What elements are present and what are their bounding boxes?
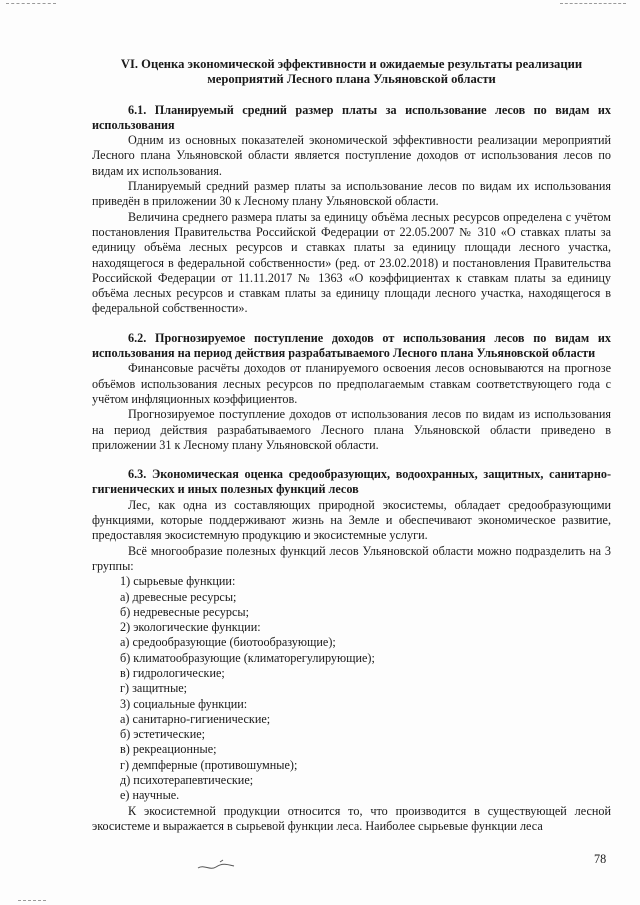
paragraph: Планируемый средний размер платы за использование лесов по видам их использования приведён в приложении 30 к Лесному плану Ульяновской области. bbox=[92, 179, 611, 209]
list-item: а) древесные ресурсы; bbox=[120, 589, 237, 604]
list-item: б) климатообразующие (климаторегулирующие); bbox=[120, 650, 375, 665]
paragraph: Прогнозируемое поступление доходов от использования лесов по видам из использования на период действия разрабатываемого Лесного плана Ульяновской области приведено в приложении 31 к Лесному плану Ульяновской области. bbox=[92, 407, 611, 452]
functions-list bbox=[92, 574, 611, 803]
list-item: б) недревесные ресурсы; bbox=[120, 604, 249, 619]
paragraph: Финансовые расчёты доходов от планируемого освоения лесов основываются на прогнозе объёмов использования лесных ресурсов по предполагаемым ставкам соответствующего года с учётом инфляционных коэффициентов. bbox=[92, 361, 611, 406]
list-item: а) санитарно-гигиенические; bbox=[120, 711, 271, 726]
scan-edge-top-left bbox=[6, 3, 56, 4]
list-item: 3) социальные функции: bbox=[120, 696, 248, 711]
list-item: е) научные. bbox=[120, 788, 180, 803]
document-body bbox=[92, 57, 611, 834]
paragraph: Величина среднего размера платы за единицу объёма лесных ресурсов определена с учётом постановления Правительства Российской Федерации от 22.05.2007 № 310 «О ставках платы за единицу объёма лесных ресурсов и ставках платы за единицу площади лесного участка, находящегося в федеральной собственности» (ред. от 23.02.2018) и постановления Правительства Российской Федерации от 11.11.2017 № 1363 «О коэффициентах к ставкам платы за единицу объёма лесных ресурсов и ставкам платы за единицу площади лесного участка, находящегося в федеральной собственности». bbox=[92, 209, 611, 316]
paragraph: Всё многообразие полезных функций лесов Ульяновской области можно подразделить на 3 группы: bbox=[92, 543, 611, 573]
list-item: г) защитные; bbox=[120, 681, 188, 696]
page-number: 78 bbox=[594, 852, 607, 866]
page-title: VI. Оценка экономической эффективности и ожидаемые результаты реализации мероприятий Лесного плана Ульяновской области bbox=[120, 57, 583, 87]
list-item: а) средообразующие (биотообразующие); bbox=[120, 635, 336, 650]
list-item: б) эстетические; bbox=[120, 727, 206, 742]
paragraph: Лес, как одна из составляющих природной экосистемы, обладает средообразующими функциями, которые поддерживают жизнь на Земле и обеспечивают экономическое развитие, предоставляя экосистемную продукцию и экосистемные услуги. bbox=[92, 497, 611, 543]
list-item: 1) сырьевые функции: bbox=[120, 574, 236, 589]
section-heading-6-1: 6.1. Планируемый средний размер платы за использование лесов по видам их использования bbox=[92, 102, 611, 132]
list-item: 2) экологические функции: bbox=[120, 620, 261, 635]
section-heading-6-2: 6.2. Прогнозируемое поступление доходов от использования лесов по видам их использования на период действия разрабатываемого Лесного плана Ульяновской области bbox=[92, 330, 611, 361]
pen-scribble-icon bbox=[196, 858, 236, 874]
list-item: в) гидрологические; bbox=[120, 665, 225, 680]
list-item: в) рекреационные; bbox=[120, 742, 217, 757]
paragraph: К экосистемной продукции относится то, что производится в существующей лесной экосистеме и выражается в сырьевой функции леса. Наиболее сырьевые функции леса bbox=[92, 803, 611, 833]
scan-edge-top-right bbox=[560, 3, 626, 4]
scan-edge-bottom-left bbox=[18, 900, 46, 901]
list-item: г) демпферные (противошумные); bbox=[120, 757, 298, 772]
paragraph: Одним из основных показателей экономической эффективности реализации мероприятий Лесного плана Ульяновской области является поступление доходов от использования лесов по видам их использования. bbox=[92, 133, 611, 178]
section-heading-6-3: 6.3. Экономическая оценка средообразующих, водоохранных, защитных, санитарно-гигиенических и иных полезных функций лесов bbox=[92, 467, 611, 497]
list-item: д) психотерапевтические; bbox=[120, 773, 254, 788]
